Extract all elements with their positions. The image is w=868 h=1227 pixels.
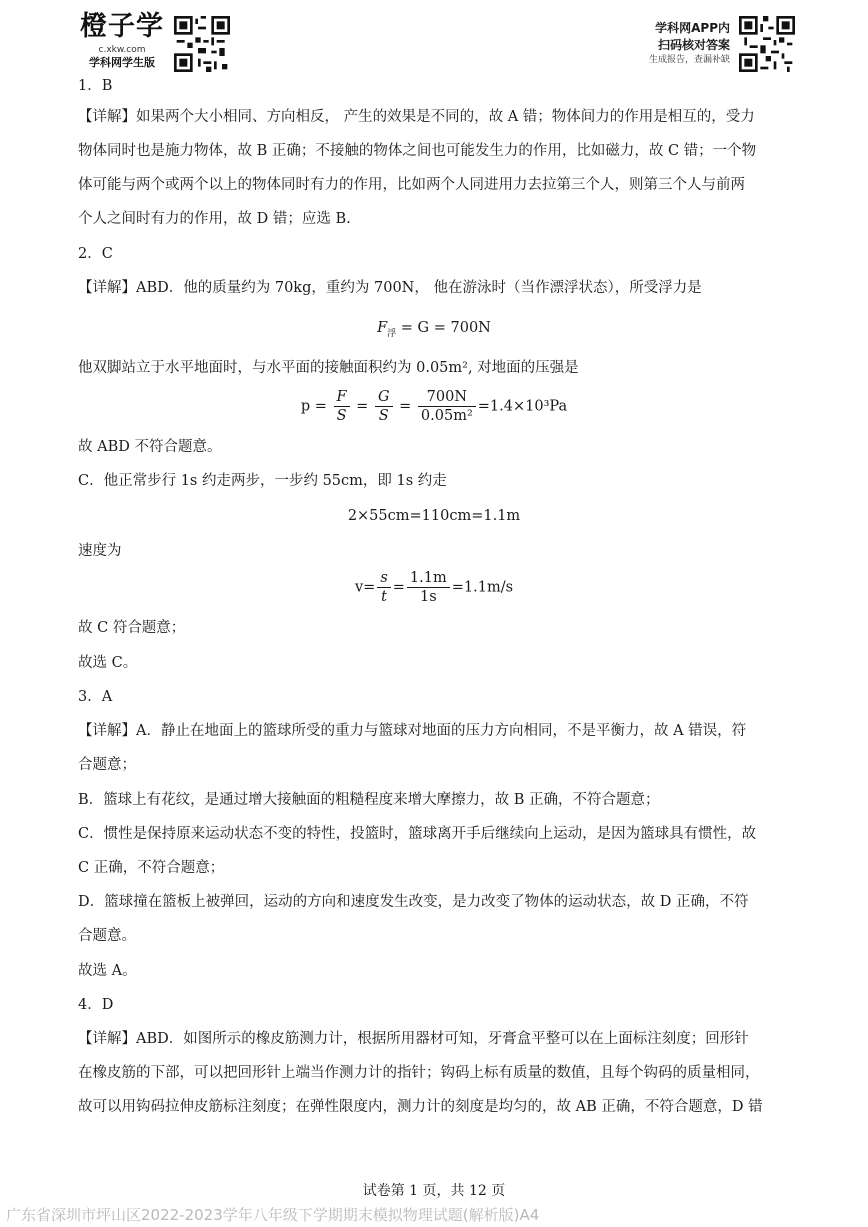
answer-1: 1．B — [78, 78, 113, 94]
brand-logo — [72, 12, 172, 70]
formula-lhs: v= — [354, 579, 376, 596]
answer-3: 3．A — [78, 689, 113, 705]
fraction — [377, 569, 390, 606]
final-choice-2: 故选 C。 — [78, 655, 138, 671]
formula-rest: = G = 700N — [396, 320, 491, 336]
denominator: S — [336, 408, 347, 424]
speed-label: 速度为 — [78, 543, 122, 559]
fraction — [334, 388, 350, 425]
explain-4-line: 【详解】ABD．如图所示的橡皮筋测力计，根据所用器材可知，牙膏盒平整可以在上面标注刻度；回形针 — [78, 1031, 749, 1047]
explain-1-line: 个人之间时有力的作用，故 D 错；应选 B. — [78, 211, 351, 227]
formula-result: =1.1m/s — [451, 579, 514, 596]
fraction — [418, 388, 476, 425]
explain-1-line: 物体同时也是施力物体，故 B 正确；不接触的物体之间也可能发生力的作用，比如磁力，故 C 错；一个物 — [78, 143, 757, 159]
c-option-line: C．他正常步行 1s 约走两步，一步约 55cm，即 1s 约走 — [78, 473, 447, 489]
explain-1-line: 【详解】如果两个大小相同、方向相反， 产生的效果是不同的，故 A 错；物体间力的作用是相互的，受力 — [78, 109, 755, 125]
explain-3-line: 【详解】A．静止在地面上的篮球所受的重力与篮球对地面的压力方向相同，不是平衡力，故 A 错误，符 — [78, 723, 747, 739]
logo-main-text: 橙子学 — [80, 11, 164, 42]
explain-3-line: C．惯性是保持原来运动状态不变的特性，投篮时，篮球离开手后继续向上运动，是因为篮球具有惯性，故 — [78, 826, 757, 842]
numerator: G — [377, 389, 390, 405]
numerator: F — [336, 389, 347, 405]
distance-formula: 2×55cm=110cm=1.1m — [347, 508, 521, 524]
numerator: s — [380, 570, 388, 586]
document-watermark: 广东省深圳市坪山区2022-2023学年八年级下学期期末模拟物理试题(解析版)A4 — [6, 1206, 540, 1224]
speed-formula: v= $\frac{s}{t}$ = $\frac{1.1m}{1s}$ =1.1m/s — [354, 570, 514, 605]
denominator: 1s — [419, 589, 437, 605]
answer-2: 2．C — [78, 246, 113, 262]
app-note-line2: 扫码核对答案 — [657, 38, 730, 52]
answer-4: 4．D — [78, 997, 114, 1013]
explain-3-line: 合题意。 — [78, 928, 136, 944]
logo-sub-text: 学科网学生版 — [89, 56, 155, 69]
explain-3-line: 合题意； — [78, 757, 136, 773]
numerator: 700N — [418, 388, 476, 407]
explain-4-line: 故可以用钩码拉伸皮筋标注刻度；在弹性限度内，测力计的刻度是均匀的，故 AB 正确，不符合题意，D 错 — [78, 1099, 763, 1115]
explain-2-abd: 【详解】ABD．他的质量约为 70kg，重约为 700N， 他在游泳时（当作漂浮状态），所受浮力是 — [78, 280, 702, 296]
denominator: 0.05m² — [420, 408, 473, 424]
buoyancy-formula — [0, 317, 868, 345]
qr-code-icon — [174, 16, 230, 72]
formula-result: =1.4×10³Pa — [477, 398, 568, 415]
explain-3-line: C 正确，不符合题意； — [78, 860, 225, 876]
explain-4-line: 在橡皮筋的下部，可以把回形针上端当作测力计的指针；钩码上标有质量的数值，且每个钩码的质量相同， — [78, 1065, 760, 1081]
formula-lhs: p = — [300, 398, 327, 415]
qr-code-icon — [739, 16, 795, 72]
pressure-line: 他双脚站立于水平地面时，与水平面的接触面积约为 0.05m², 对地面的压强是 — [78, 360, 579, 376]
explain-3-line: B．篮球上有花纹，是通过增大接触面的粗糙程度来增大摩擦力，故 B 正确，不符合题意； — [78, 792, 660, 808]
app-note-line1: 学科网APP内 — [655, 21, 730, 35]
final-choice-3: 故选 A。 — [78, 963, 137, 979]
denominator: t — [381, 589, 387, 605]
scan-to-check-note — [600, 20, 730, 67]
formula-symbol: F — [377, 320, 388, 336]
page-header — [0, 0, 868, 80]
abd-conclusion: 故 ABD 不符合题意。 — [78, 439, 222, 455]
page-footer: 试卷第 1 页，共 12 页 — [362, 1183, 506, 1199]
pressure-formula: p = $\frac{F}{S}$ = $\frac{G}{S}$ = $\frac{700N}{\text{0.05m²}}$ =1.4×10³Pa — [300, 389, 568, 424]
fraction — [407, 569, 450, 606]
app-note-line3: 生成报告，查漏补缺 — [648, 55, 730, 65]
explain-1-line: 体可能与两个或两个以上的物体同时有力的作用，比如两个人同进用力去拉第三个人，则第三个人与前两 — [78, 177, 745, 193]
denominator: S — [378, 408, 389, 424]
formula-subscript: 浮 — [387, 328, 397, 339]
explain-3-line: D．篮球撞在篮板上被弹回，运动的方向和速度发生改变，是力改变了物体的运动状态，故 D 正确，不符 — [78, 894, 749, 910]
numerator: 1.1m — [407, 569, 450, 588]
fraction — [375, 388, 393, 425]
logo-url-text: c.xkw.com — [98, 45, 146, 55]
c-conclusion: 故 C 符合题意； — [78, 620, 186, 636]
